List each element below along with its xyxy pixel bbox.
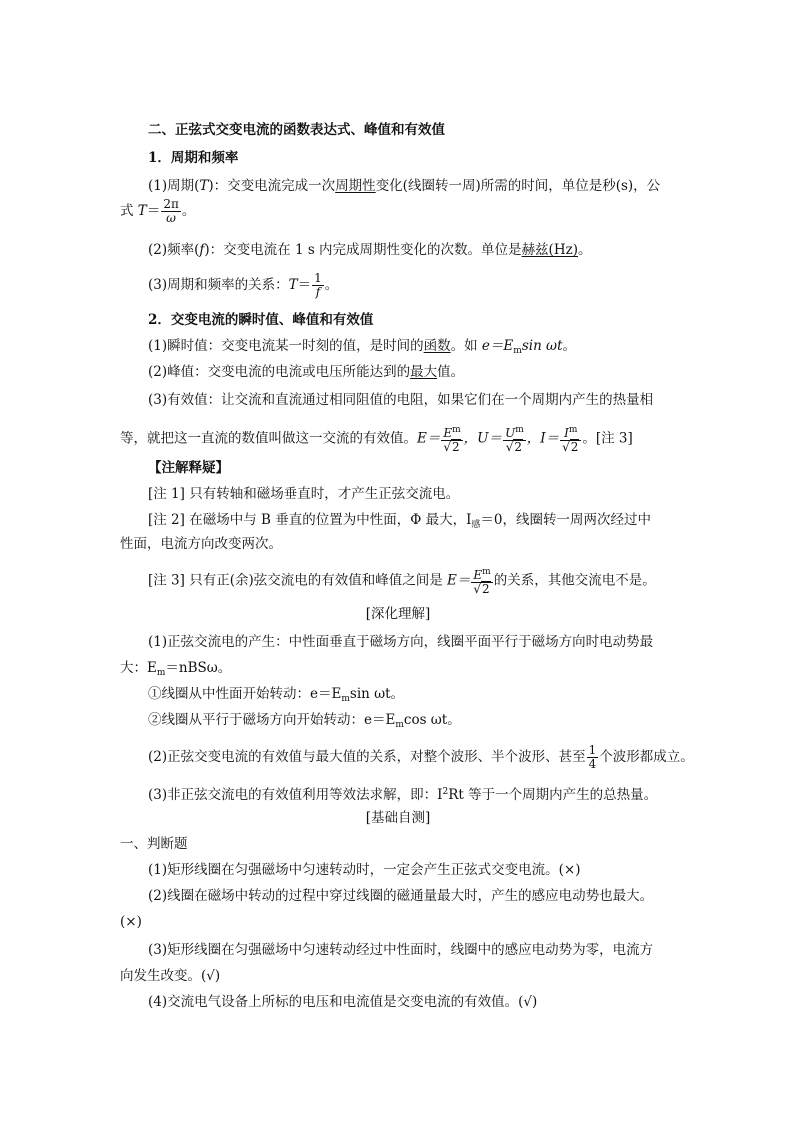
deep-understanding-heading: [深化理解] — [365, 606, 431, 622]
question-3-line2: 向发生改变。(√) — [120, 968, 221, 984]
note-2-line2: 性面，电流方向改变两次。 — [120, 536, 282, 552]
basic-self-test-heading: [基础自测] — [365, 810, 431, 826]
fraction-Im-over-sqrt2: $\frac{I^m}{√2}$ — [560, 424, 581, 454]
notes-heading: 【注解释疑】 — [148, 460, 229, 476]
subsection-heading-values: 2．交变电流的瞬时值、峰值和有效值 — [148, 312, 374, 328]
note-1: [注 1] 只有转轴和磁场垂直时，才产生正弦交流电。 — [148, 486, 460, 502]
deep-point-1-case1: ①线圈从中性面开始转动：$e=E_m\sin$ ωt。 — [148, 686, 405, 704]
true-false-heading: 一、判断题 — [120, 836, 188, 852]
question-3-line1: (3)矩形线圈在匀强磁场中匀速转动经过中性面时，线圈中的感应电动势为零，电流方 — [148, 942, 654, 958]
question-2-line2: (×) — [120, 914, 142, 930]
fraction-1-over-f: $\frac{1}{f}$ — [314, 271, 322, 299]
deep-point-1-line2: 大：$E_m=nBS\omega$。 — [120, 660, 232, 678]
note-3: [注 3] 只有正(余)弦交流电的有效值和峰值之间是 E＝ $\frac{E^m}{√2}$ 的关系，其他交流电不是。 — [148, 567, 656, 596]
question-1: (1)矩形线圈在匀强磁场中匀速转动时，一定会产生正弦式交变电流。(×) — [148, 862, 581, 878]
deep-point-1-line1: (1)正弦交流电的产生：中性面垂直于磁场方向，线圈平面平行于磁场方向时电动势最 — [148, 634, 654, 650]
period-formula: 式 T＝ $\frac{2\pi}{\omega}$ 。 — [120, 197, 196, 225]
peak-value: (2)峰值：交变电流的电流或电压所能达到的最大值。 — [148, 364, 465, 380]
instantaneous-value: (1)瞬时值：交变电流某一时刻的值，是时间的函数。如 $e=E_m\sin$ ωt。 — [148, 338, 576, 356]
deep-point-2: (2)正弦交变电流的有效值与最大值的关系，对整个波形、半个波形、甚至 $\frac{1}{4}$ 个波形都成立。 — [148, 743, 694, 771]
fraction-Um-over-sqrt2: $\frac{U^m}{√2}$ — [505, 425, 524, 454]
effective-value-line2: 等，就把这一直流的数值叫做这一交流的有效值。E＝ $\frac{E^m}{√2}$ ，U＝ $\frac{U^m}{√2}$ ，I＝ $\frac{I^m}{√2}$ 。[注 3] — [120, 425, 633, 454]
subsection-heading-period-frequency: 1．周期和频率 — [148, 150, 239, 166]
section-title: 二、正弦式交变电流的函数表达式、峰值和有效值 — [148, 122, 445, 138]
question-4: (4)交流电气设备上所标的电压和电流值是交变电流的有效值。(√) — [148, 994, 538, 1010]
fraction-1-over-4: $\frac{1}{4}$ — [588, 743, 597, 771]
period-frequency-relation: (3)周期和频率的关系：T＝ $\frac{1}{f}$ 。 — [148, 271, 339, 299]
fraction-Em-over-sqrt2: $\frac{E^m}{√2}$ — [443, 425, 461, 454]
effective-value-line1: (3)有效值：让交流和直流通过相同阻值的电阻，如果它们在一个周期内产生的热量相 — [148, 392, 654, 408]
fraction-2pi-over-omega: $\frac{2\pi}{\omega}$ — [163, 197, 179, 225]
deep-point-1-case2: ②线圈从平行于磁场方向开始转动：$e=E_m\cos$ ωt。 — [148, 712, 461, 730]
fraction-Em-over-sqrt2-note: $\frac{E^m}{√2}$ — [473, 567, 491, 596]
frequency-definition: (2)频率(f)：交变电流在 1 s 内完成周期性变化的次数。单位是赫兹(Hz)。 — [148, 242, 592, 258]
question-2-line1: (2)线圈在磁场中转动的过程中穿过线圈的磁通量最大时，产生的感应电动势也最大。 — [148, 888, 654, 904]
note-2-line1: [注 2] 在磁场中与 B 垂直的位置为中性面，Φ 最大，$I_感=0$，线圈转一周两次经过中 — [148, 512, 652, 530]
deep-point-3: (3)非正弦交流电的有效值利用等效法求解，即：$I^2Rt$ 等于一个周期内产生的总热量。 — [148, 787, 658, 803]
period-definition: (1)周期(T)：交变电流完成一次周期性变化(线圈转一周)所需的时间，单位是秒(s)，公 — [148, 178, 661, 194]
